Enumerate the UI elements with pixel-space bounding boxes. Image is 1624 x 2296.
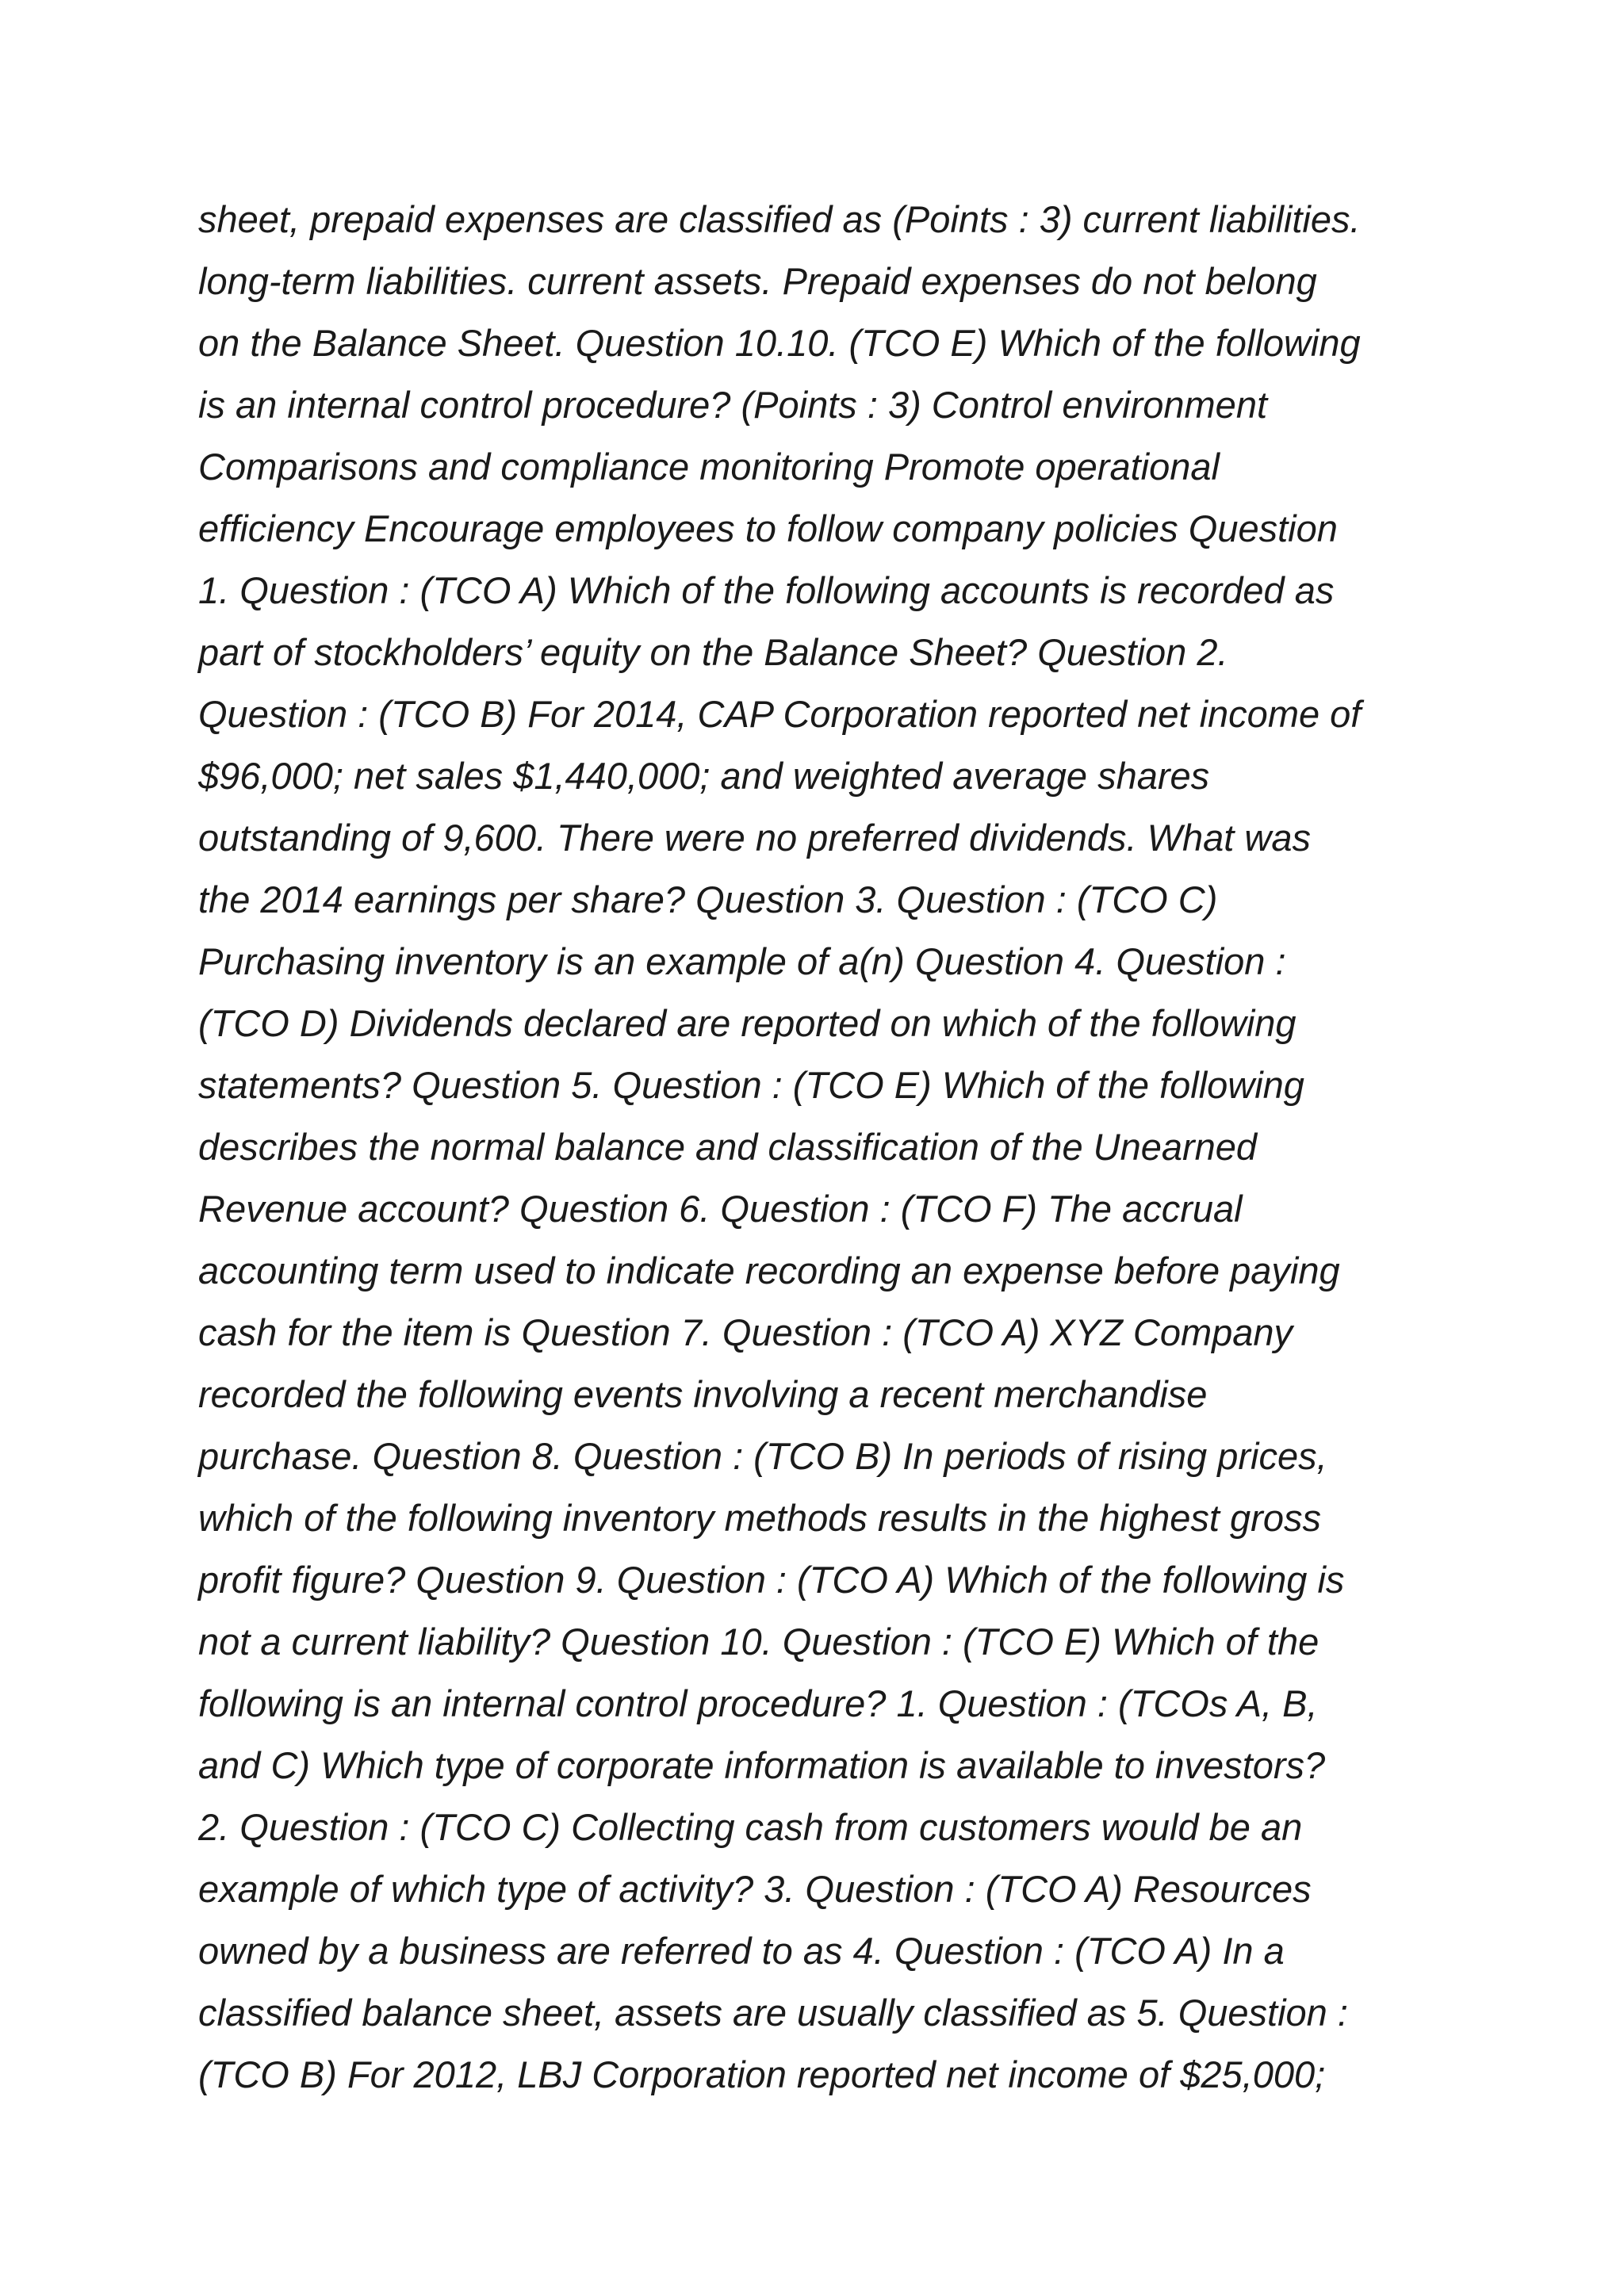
text-line: owned by a business are referred to as 4. Question : (TCO A) In a bbox=[198, 1930, 1285, 1972]
text-line: (TCO B) For 2012, LBJ Corporation reported net income of $25,000; bbox=[198, 2053, 1326, 2095]
text-line: Comparisons and compliance monitoring Promote operational bbox=[198, 446, 1220, 488]
text-line: is an internal control procedure? (Points : 3) Control environment bbox=[198, 384, 1268, 426]
text-line: which of the following inventory methods results in the highest gross bbox=[198, 1497, 1321, 1539]
body-text bbox=[198, 189, 1467, 2106]
text-line: statements? Question 5. Question : (TCO E) Which of the following bbox=[198, 1064, 1304, 1106]
text-line: cash for the item is Question 7. Question : (TCO A) XYZ Company bbox=[198, 1311, 1293, 1353]
text-line: sheet, prepaid expenses are classified as (Points : 3) current liabilities. bbox=[198, 198, 1361, 240]
text-line: 2. Question : (TCO C) Collecting cash from customers would be an bbox=[198, 1806, 1303, 1848]
text-line: recorded the following events involving a recent merchandise bbox=[198, 1373, 1208, 1415]
text-line: and C) Which type of corporate information is available to investors? bbox=[198, 1744, 1326, 1786]
text-line: Question : (TCO B) For 2014, CAP Corporation reported net income of bbox=[198, 693, 1362, 735]
text-line: profit figure? Question 9. Question : (TCO A) Which of the following is bbox=[198, 1559, 1345, 1601]
text-line: (TCO D) Dividends declared are reported on which of the following bbox=[198, 1002, 1297, 1044]
text-line: long-term liabilities. current assets. Prepaid expenses do not belong bbox=[198, 260, 1317, 302]
text-line: the 2014 earnings per share? Question 3. Question : (TCO C) bbox=[198, 878, 1218, 920]
text-line: part of stockholders’ equity on the Balance Sheet? Question 2. bbox=[198, 631, 1228, 673]
text-line: 1. Question : (TCO A) Which of the following accounts is recorded as bbox=[198, 569, 1335, 611]
text-line: on the Balance Sheet. Question 10.10. (TCO E) Which of the following bbox=[198, 322, 1361, 364]
text-line: accounting term used to indicate recording an expense before paying bbox=[198, 1249, 1340, 1292]
text-line: following is an internal control procedure? 1. Question : (TCOs A, B, bbox=[198, 1682, 1318, 1724]
text-line: efficiency Encourage employees to follow company policies Question bbox=[198, 507, 1338, 549]
text-line: Revenue account? Question 6. Question : (TCO F) The accrual bbox=[198, 1188, 1243, 1230]
text-line: describes the normal balance and classification of the Unearned bbox=[198, 1126, 1258, 1168]
text-line: Purchasing inventory is an example of a(n) Question 4. Question : bbox=[198, 940, 1286, 982]
text-line: classified balance sheet, assets are usually classified as 5. Question : bbox=[198, 1992, 1348, 2034]
text-line: $96,000; net sales $1,440,000; and weighted average shares bbox=[198, 755, 1210, 797]
text-line: not a current liability? Question 10. Question : (TCO E) Which of the bbox=[198, 1621, 1320, 1663]
text-line: purchase. Question 8. Question : (TCO B) In periods of rising prices, bbox=[198, 1435, 1327, 1477]
text-line: outstanding of 9,600. There were no preferred dividends. What was bbox=[198, 817, 1311, 859]
text-line: example of which type of activity? 3. Question : (TCO A) Resources bbox=[198, 1868, 1312, 1910]
